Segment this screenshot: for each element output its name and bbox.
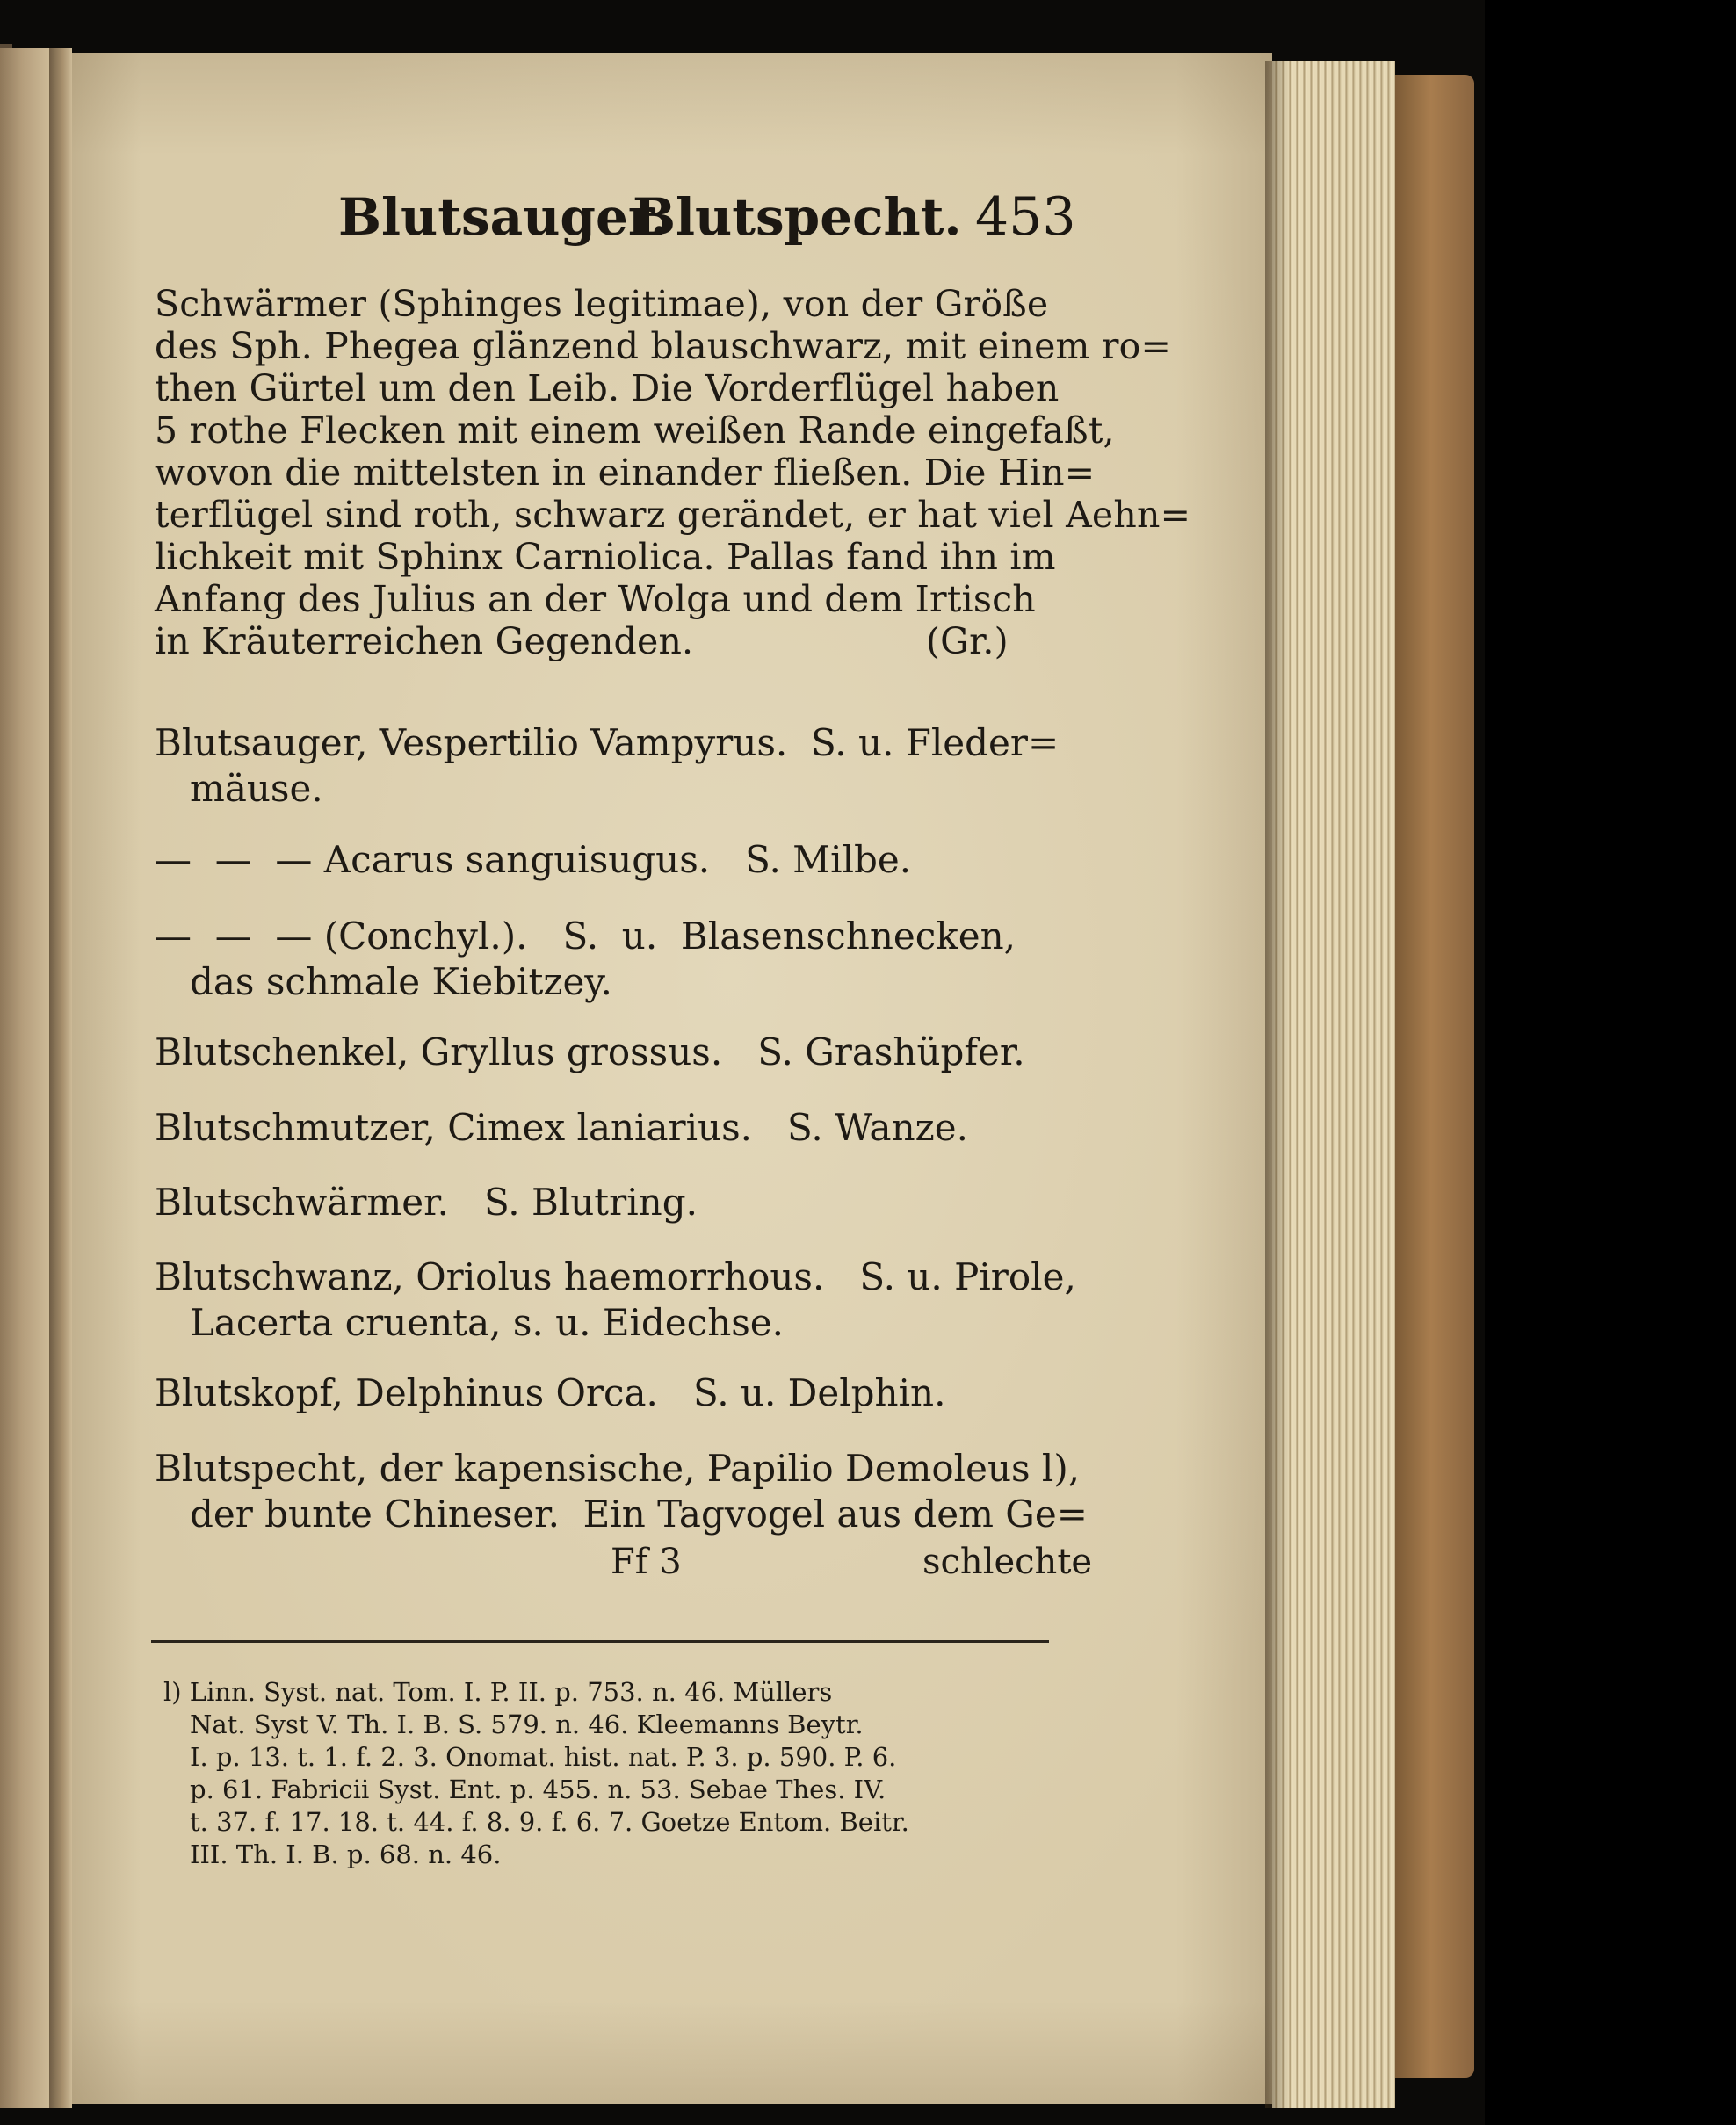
entry-blutsauger: [155, 720, 1077, 812]
scan-background: [1485, 0, 1736, 2125]
continuation-paragraph: [155, 283, 1191, 662]
entry-acarus: [155, 837, 1077, 883]
footnote-line: III. Th. I. B. p. 68. n. 46.: [190, 1839, 502, 1869]
entry-blutschmutzer: [155, 1105, 1077, 1151]
footnote-line: Nat. Syst V. Th. I. B. S. 579. n. 46. Kleemanns Beytr.: [190, 1709, 864, 1739]
text-line: lichkeit mit Sphinx Carniolica. Pallas fand ihn im: [155, 536, 1056, 578]
page-edges: [1272, 61, 1395, 2108]
entry-blutskopf: [155, 1370, 1077, 1416]
page-number: 453: [975, 186, 1076, 248]
entry-line: Blutschwärmer. S. Blutring.: [155, 1181, 698, 1224]
text-line: wovon die mittelsten in einander fließen. Die Hin=: [155, 452, 1096, 494]
entry-blutschwaermer: [155, 1180, 1077, 1225]
entry-line: der bunte Chineser. Ein Tagvogel aus dem Ge=: [190, 1493, 1088, 1536]
text-line: Anfang des Julius an der Wolga und dem Irtisch: [155, 578, 1036, 620]
running-head-right: Blutspecht.: [633, 187, 962, 247]
footnote-line: I. p. 13. t. 1. f. 2. 3. Onomat. hist. nat. P. 3. p. 590. P. 6.: [190, 1742, 897, 1772]
text-line: 5 rothe Flecken mit einem weißen Rande eingefaßt,: [155, 409, 1115, 452]
entry-line: — — — Acarus sanguisugus. S. Milbe.: [155, 838, 912, 881]
entry-line: das schmale Kiebitzey.: [190, 960, 612, 1003]
running-head: [0, 182, 1736, 252]
text-line: terflügel sind roth, schwarz gerändet, er hat viel Aehn=: [155, 494, 1191, 536]
text-line: Schwärmer (Sphinges legitimae), von der Größe: [155, 283, 1049, 325]
book-gutter: [49, 48, 72, 2108]
entry-line: — — — (Conchyl.). S. u. Blasenschnecken,: [155, 914, 1016, 958]
page-edges-shadow: [1265, 61, 1290, 2108]
footnote-line: t. 37. f. 17. 18. t. 44. f. 8. 9. f. 6. 7. Goetze Entom. Beitr.: [190, 1807, 909, 1837]
entry-line: Blutschwanz, Oriolus haemorrhous. S. u. Pirole,: [155, 1255, 1076, 1298]
entry-line: Blutsauger, Vespertilio Vampyrus. S. u. Fleder=: [155, 721, 1060, 764]
entry-blutspecht: [155, 1446, 1088, 1537]
entry-blutschenkel: [155, 1030, 1077, 1075]
entry-line: Blutschmutzer, Cimex laniarius. S. Wanze.: [155, 1106, 968, 1149]
footnote-rule: [151, 1640, 1049, 1643]
entry-line: Lacerta cruenta, s. u. Eidechse.: [190, 1301, 784, 1344]
footnote-line: l) Linn. Syst. nat. Tom. I. P. II. p. 753. n. 46. Müllers: [163, 1677, 833, 1707]
entry-conchyl: [155, 914, 1077, 1005]
footnote-line: p. 61. Fabricii Syst. Ent. p. 455. n. 53. Sebae Thes. IV.: [190, 1774, 886, 1804]
entry-line: Blutskopf, Delphinus Orca. S. u. Delphin.: [155, 1371, 946, 1414]
entry-line: mäuse.: [190, 767, 323, 810]
entry-line: Blutspecht, der kapensische, Papilio Demoleus l),: [155, 1447, 1081, 1490]
book-cover-edge: [1395, 75, 1474, 2078]
running-head-left: Blutsauger.: [338, 187, 669, 247]
text-line: in Kräuterreichen Gegenden. (Gr.): [155, 620, 1009, 662]
entry-line: Blutschenkel, Gryllus grossus. S. Grashüpfer.: [155, 1030, 1025, 1073]
text-line: then Gürtel um den Leib. Die Vorderflügel haben: [155, 367, 1060, 409]
catchword: schlechte: [922, 1542, 1093, 1582]
footnotes: [163, 1676, 1060, 1871]
entry-blutschwanz: [155, 1254, 1077, 1346]
signature-mark: Ff 3: [611, 1542, 682, 1582]
signature-line: [0, 1537, 1736, 1587]
text-line: des Sph. Phegea glänzend blauschwarz, mit einem ro=: [155, 325, 1172, 367]
left-page-fragment: [0, 48, 54, 2108]
